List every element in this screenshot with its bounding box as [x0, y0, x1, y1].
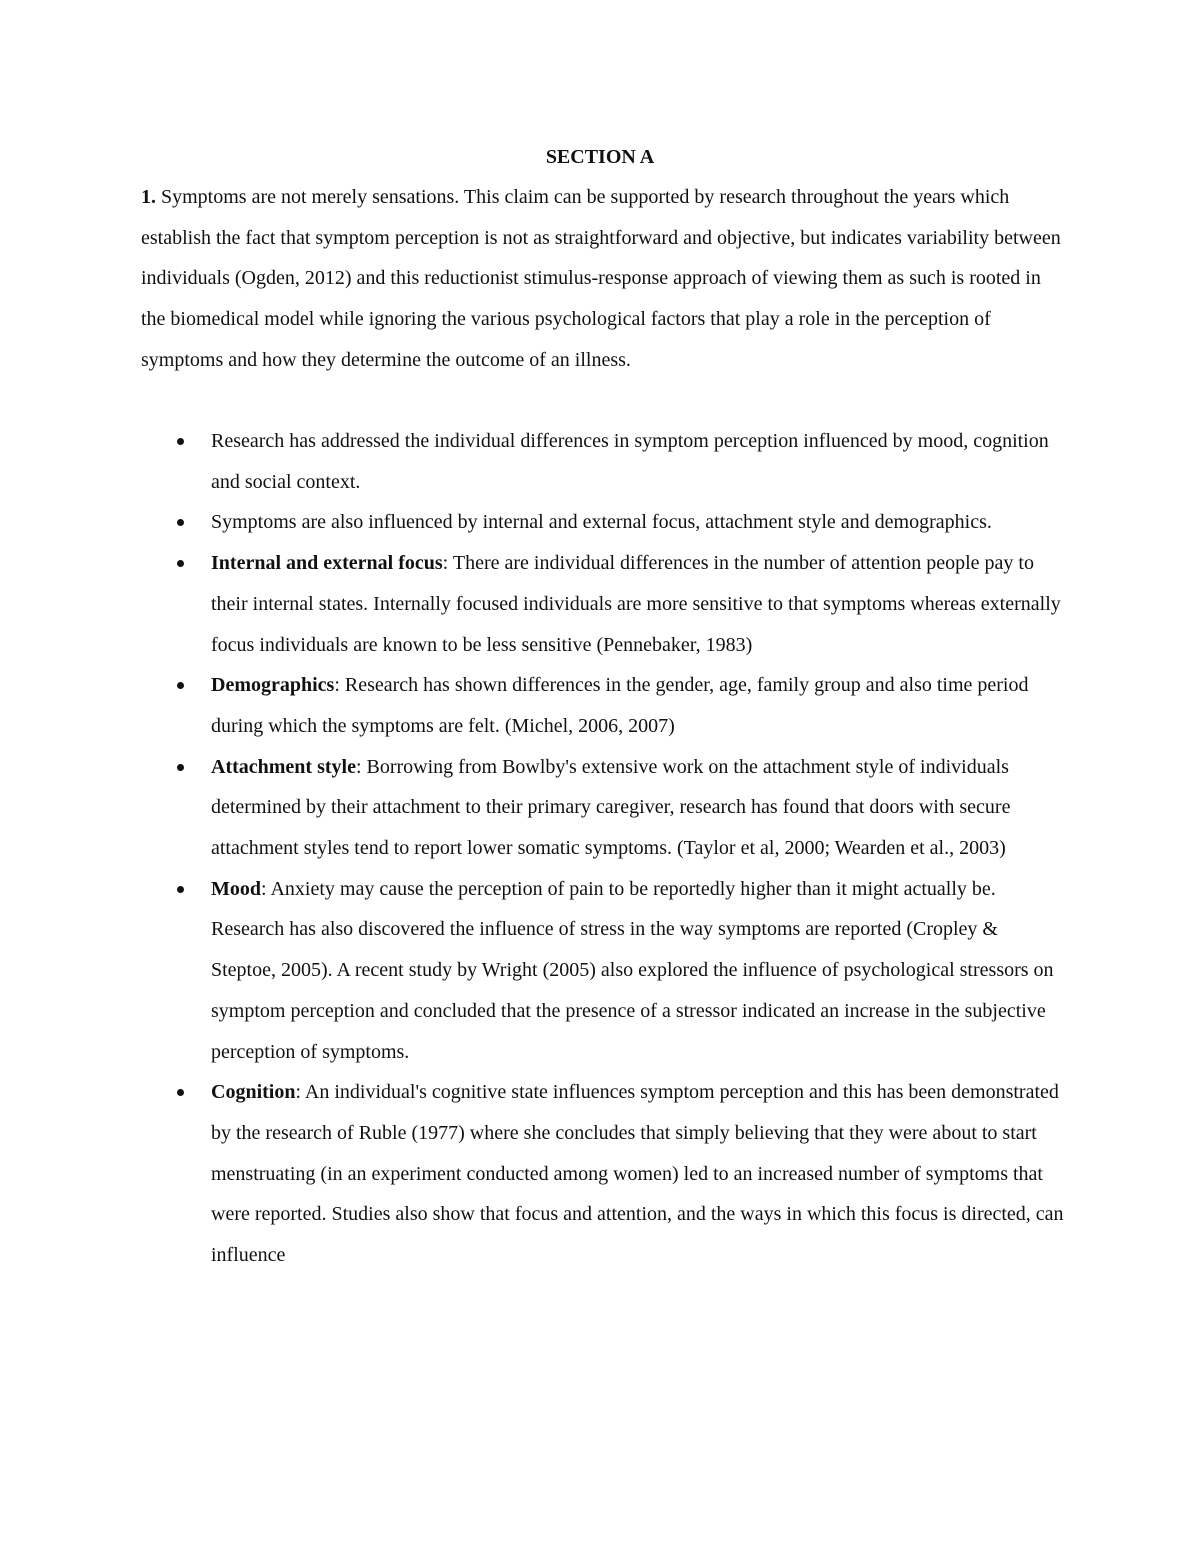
bullet-text: : Anxiety may cause the perception of pain to be reportedly higher than it might actually be. Research has also discovered the influence of stress in the way symptoms are reported (Cropley & Steptoe, 2005). A recent study by Wright (2005) also explored the influence of psychological stressors on symptom perception and concluded that the presence of a stressor indicated an increase in the subjective perception of symptoms. — [211, 877, 1054, 1063]
bullet-icon — [177, 886, 184, 893]
list-item — [141, 869, 1066, 1073]
bullet-term: Attachment style — [211, 755, 356, 778]
bullet-icon — [177, 438, 184, 445]
list-item — [141, 421, 1066, 502]
list-item — [141, 665, 1066, 746]
bullet-icon — [177, 764, 184, 771]
bullet-text: Symptoms are also influenced by internal and external focus, attachment style and demographics. — [211, 511, 992, 534]
bullet-icon — [177, 682, 184, 689]
bullet-list — [141, 421, 1066, 1276]
bullet-text: : Research has shown differences in the gender, age, family group and also time period during which the symptoms are felt. (Michel, 2006, 2007) — [211, 674, 1029, 737]
bullet-text: : Borrowing from Bowlby's extensive work on the attachment style of individuals determined by their attachment to their primary caregiver, research has found that doors with secure attachment styles tend to report lower somatic symptoms. (Taylor et al, 2000; Wearden et al., 2003) — [211, 755, 1011, 860]
intro-paragraph — [141, 177, 1066, 381]
bullet-text: : An individual's cognitive state influences symptom perception and this has been demonstrated by the research of Ruble (1977) where she concludes that simply believing that they were about to start menstruating (in an experiment conducted among women) led to an increased number of symptoms that were reported. Studies also show that focus and attention, and the ways in which this focus is directed, can influence — [211, 1081, 1064, 1267]
bullet-text: Research has addressed the individual differences in symptom perception influenced by mood, cognition and social context. — [211, 430, 1049, 493]
bullet-term: Cognition — [211, 1081, 296, 1104]
list-item — [141, 747, 1066, 869]
section-heading: SECTION A — [545, 146, 655, 168]
bullet-term: Demographics — [211, 674, 335, 697]
bullet-icon — [177, 1089, 184, 1096]
intro-text: Symptoms are not merely sensations. This claim can be supported by research throughout the years which establish the fact that symptom perception is not as straightforward and objective, but indicates variability between individuals (Ogden, 2012) and this reductionist stimulus-response approach of viewing them as such is rooted in the biomedical model while ignoring the various psychological factors that play a role in the perception of symptoms and how they determine the outcome of an illness. — [141, 186, 1061, 371]
bullet-text: : There are individual differences in the number of attention people pay to their internal states. Internally focused individuals are more sensitive to that symptoms whereas externally focus individuals are known to be less sensitive (Pennebaker, 1983) — [211, 552, 1061, 656]
question-number: 1. — [141, 186, 156, 208]
bullet-icon — [177, 519, 184, 526]
list-item — [141, 502, 1066, 543]
bullet-term: Internal and external focus — [211, 552, 443, 575]
list-item — [141, 1072, 1066, 1276]
list-item — [141, 543, 1066, 665]
bullet-icon — [177, 560, 184, 567]
bullet-term: Mood — [211, 877, 261, 900]
